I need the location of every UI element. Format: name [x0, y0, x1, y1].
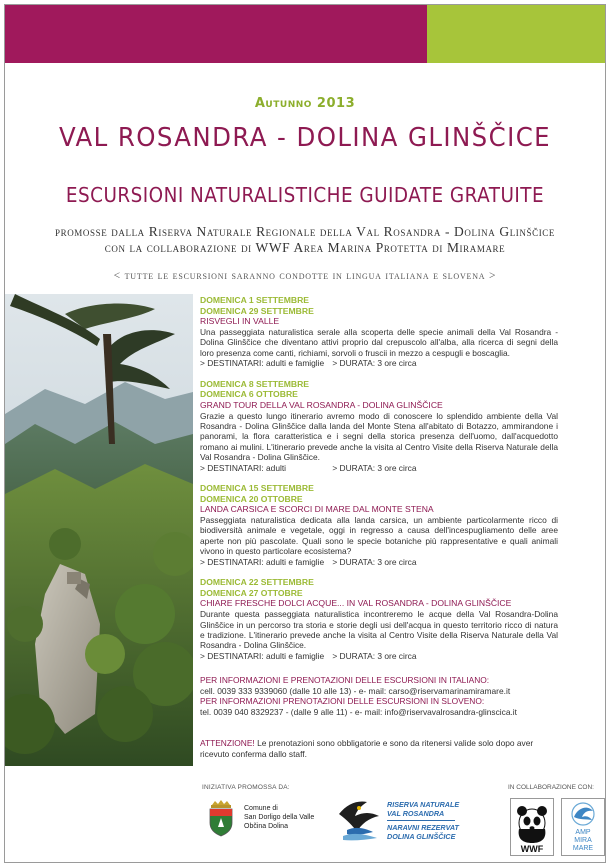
event-duration: > DURATA: 3 ore circa [332, 358, 417, 369]
event-title: CHIARE FRESCHE DOLCI ACQUE... IN VAL ROSANDRA - DOLINA GLINŠČICE [200, 598, 512, 609]
language-note: < tutte le escursioni saranno condotte in lingua italiana e slovena > [113, 270, 497, 282]
promoted-by-label: INIZIATIVA PROMOSSA DA: [202, 784, 290, 791]
amp-text: MARE [572, 845, 594, 852]
event-target: > DESTINATARI: adulti e famiglie [200, 650, 325, 661]
reserve-text [387, 801, 459, 841]
attention-note [200, 738, 560, 759]
event-duration: > DURATA: 3 ore circa [332, 650, 417, 661]
collaboration-label: IN COLLABORAZIONE CON: [508, 784, 594, 791]
footer [5, 784, 605, 863]
event-description: Passeggiata naturalistica dedicata alla landa carsica, un ambiente particolarmente ricco di biodiversità animale e vegetale, oggi in regresso a causa dell'incespugliamento delle aree aperte non più pascolate. Quali sono le specie botaniche più rappresentative e quali animali vivono in questo particolare ecosistema? [200, 515, 558, 557]
magenta-band [5, 5, 427, 63]
event-date: DOMENICA 20 OTTOBRE [200, 493, 303, 504]
event-target: > DESTINATARI: adulti e famiglie [200, 556, 325, 567]
promoter-text [5, 224, 605, 256]
event-date: DOMENICA 8 SETTEMBRE [200, 378, 310, 389]
comune-crest-icon [206, 799, 236, 837]
slovenian-info-heading: PER INFORMAZIONI PRENOTAZIONI DELLE ESCURSIONI IN SLOVENO: [200, 696, 485, 707]
comune-line: Comune di [244, 805, 278, 812]
event-info [200, 358, 558, 368]
green-band [427, 5, 605, 63]
amp-text: MIRA [574, 837, 592, 844]
event-item [200, 483, 558, 567]
event-description: Durante questa passeggiata naturalistica incontreremo le acque della Val Rosandra-Dolina Glinščice in un percorso tra storia e storie degli usi dell'acqua in questo territorio ricco di natura e tradizione. L'itinerario prevede anche la visita al Centro Visite della Riserva Naturale della Val Rosandra - Dolina Glinščice. [200, 609, 558, 651]
event-date: DOMENICA 27 OTTOBRE [200, 587, 303, 598]
reserve-line: NARAVNI REZERVAT [387, 823, 459, 832]
event-duration: > DURATA: 3 ore circa [332, 462, 417, 473]
subtitle: ESCURSIONI NATURALISTICHE GUIDATE GRATUITE [65, 183, 545, 207]
attention-label: ATTENZIONE! [200, 738, 255, 748]
contacts-section [200, 675, 560, 717]
dolphin-icon [562, 799, 604, 855]
poster [4, 4, 606, 863]
event-target: > DESTINATARI: adulti [200, 462, 287, 473]
reserve-bird-logo-icon [337, 796, 381, 842]
panda-icon [511, 799, 553, 855]
amp-text: AMP [575, 829, 591, 836]
reserve-divider [387, 820, 455, 821]
main-title: VAL ROSANDRA - DOLINA GLINŠČICE [58, 123, 552, 153]
event-title: RISVEGLI IN VALLE [200, 316, 280, 326]
event-target: > DESTINATARI: adulti e famiglie [200, 358, 325, 369]
event-info [200, 463, 558, 473]
header-color-band [5, 5, 605, 63]
event-duration: > DURATA: 3 ore circa [332, 556, 417, 567]
event-info [200, 651, 558, 661]
landscape-photo [5, 294, 193, 766]
reserve-line: DOLINA GLINŠČICE [387, 831, 456, 841]
wwf-logo [510, 798, 554, 856]
event-item [200, 295, 558, 369]
event-item [200, 577, 558, 661]
event-info [200, 557, 558, 567]
event-date: DOMENICA 1 SETTEMBRE [200, 295, 310, 305]
promoter-line-2: con la collaborazione di WWF Area Marina Protetta di Miramare [104, 240, 506, 255]
event-title: LANDA CARSICA E SCORCI DI MARE DAL MONTE STENA [200, 504, 434, 515]
promoter-line-1: promosse dalla Riserva Naturale Regionale della Val Rosandra - Dolina Glinščice [54, 224, 556, 239]
comune-text [244, 804, 314, 831]
comune-line: Občina Dolina [244, 823, 288, 830]
season-label: Autunno 2013 [254, 96, 356, 111]
italian-info-heading: PER INFORMAZIONI E PRENOTAZIONI DELLE ESCURSIONI IN ITALIANO: [200, 675, 490, 685]
event-title: GRAND TOUR DELLA VAL ROSANDRA - DOLINA GLINŠČICE [200, 399, 443, 410]
event-description: Grazie a questo lungo itinerario avremo modo di conoscere lo splendido ambiente della Val Rosandra - Dolina Glinščice dalla landa del Monte Stena all'abitato di Botazzo, ammirandone i panorami, la flora caratteristica e i segni della storica presenza dell'uomo, dall'acquedotto romano ai mulini. L'itinerario prevede anche la visita al Centro Visite della Riserva Naturale della Val Rosandra - Dolina Glinščice. [200, 410, 558, 463]
event-date: DOMENICA 29 SETTEMBRE [200, 305, 314, 316]
amp-miramare-logo [561, 798, 605, 856]
attention-text: Le prenotazioni sono obbligatorie e sono da ritenersi valide solo dopo aver ricevuto conferma dallo staff. [200, 738, 534, 759]
comune-line: San Dorligo della Valle [244, 814, 315, 821]
wwf-text: WWF [520, 844, 544, 854]
event-date: DOMENICA 22 SETTEMBRE [200, 577, 314, 588]
event-description: Una passeggiata naturalistica serale alla scoperta delle specie animali della Val Rosandra - Dolina Glinščice che diventano attivi proprio dal crepuscolo all'alba, alla ricerca di segni della loro presenza come canti, richiami, sorvoli o fruscii in mezzo a cespugli e boscaglia. [200, 327, 558, 358]
event-date: DOMENICA 6 OTTOBRE [200, 389, 298, 400]
reserve-line: RISERVA NATURALE [387, 800, 460, 809]
italian-contact-line[interactable]: cell. 0039 333 9339060 (dalle 10 alle 13) - e- mail: carso@riservamarinamiramare.it [200, 685, 511, 696]
event-date: DOMENICA 15 SETTEMBRE [200, 483, 314, 494]
events-list [200, 295, 558, 671]
reserve-line: VAL ROSANDRA [387, 808, 445, 818]
slovenian-contact-line[interactable]: tel. 0039 040 8329237 - (dalle 9 alle 11) - e- mail: info@riservavalrosandra-glinscica.it [200, 706, 517, 717]
event-item [200, 379, 558, 473]
valley-photo-image [5, 294, 193, 766]
